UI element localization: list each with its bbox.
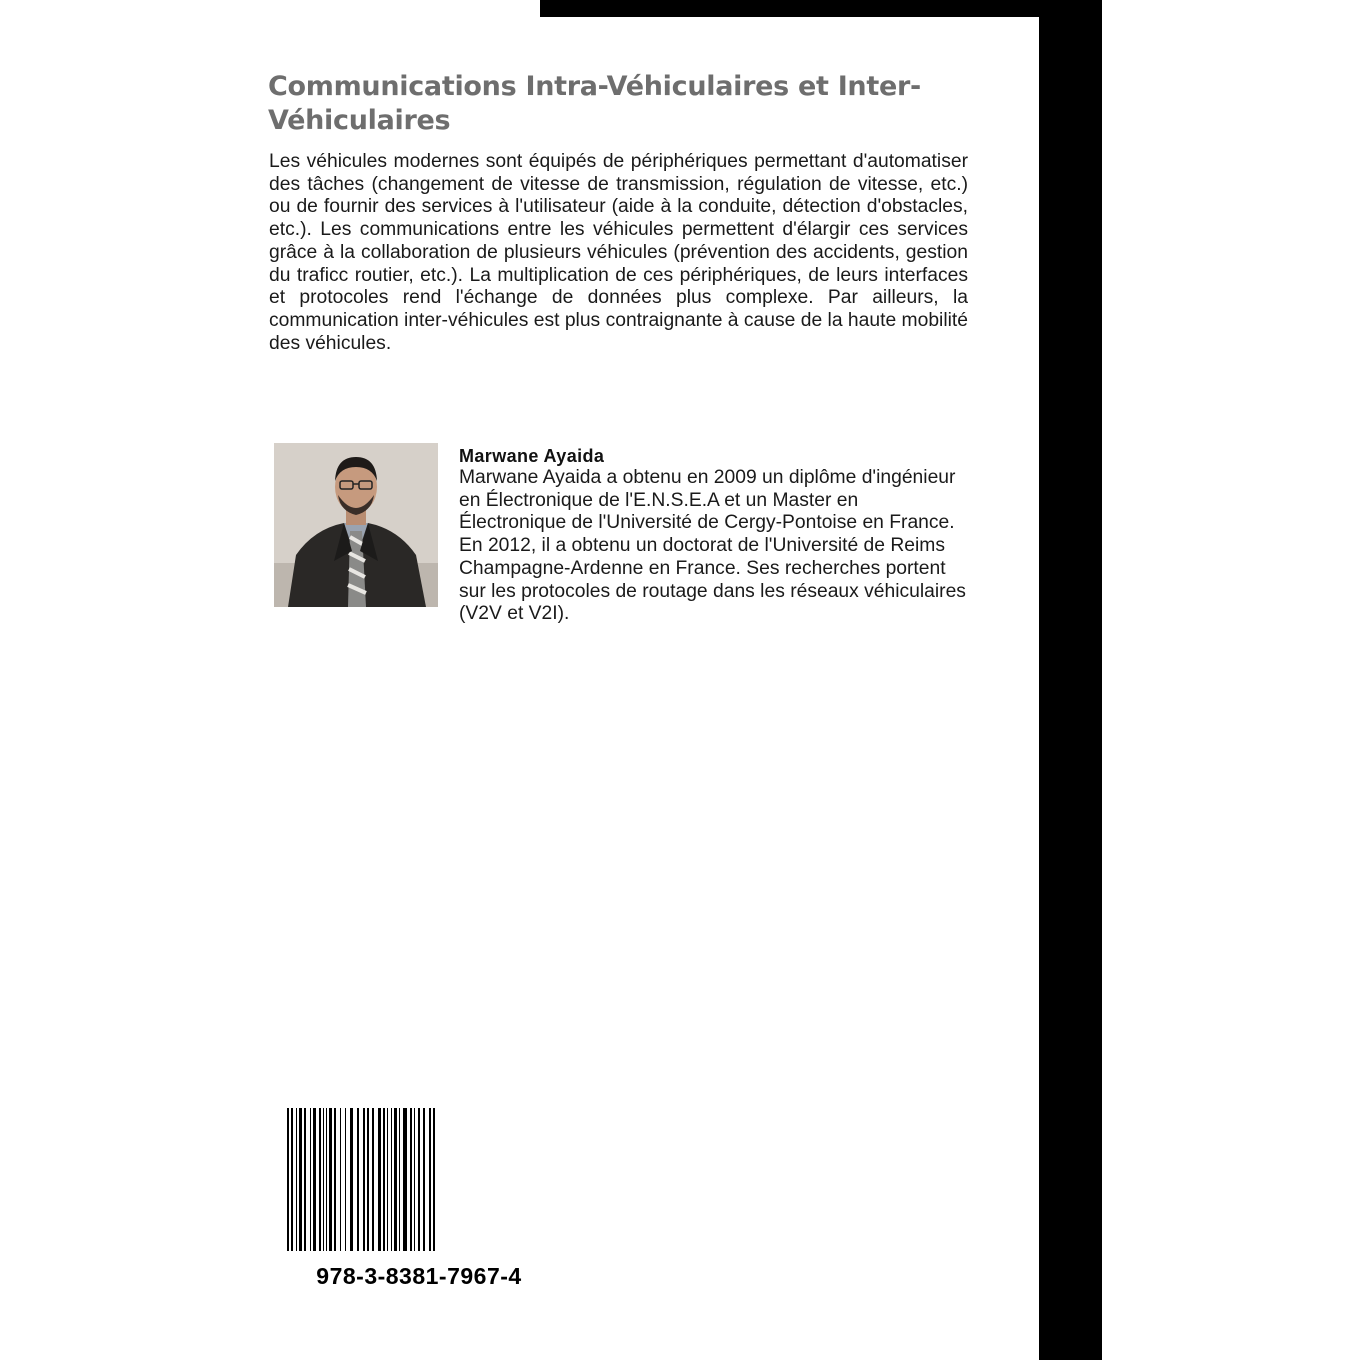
barcode-bar bbox=[319, 1108, 321, 1251]
barcode-bar bbox=[334, 1108, 336, 1251]
book-summary: Les véhicules modernes sont équipés de périphériques permettant d'automatiser des tâches (changement de vitesse de transmission, régulation de vitesse, etc.) ou de fournir des services à l'utilisateur (aide à la conduite, détection d'obstacles, etc.). Les communications entre les véhicules permettent d'élargir ces services grâce à la collaboration de plusieurs véhicules (prévention des accidents, gestion du traficc routier, etc.). La multiplication de ces périphériques, de leurs interfaces et protocoles rend l'échange de données plus complexe. Par ailleurs, la communication inter-véhicules est plus contraignante à cause de la haute mobilité des véhicules. bbox=[269, 151, 968, 354]
barcode-bar bbox=[372, 1108, 374, 1251]
spine-edge-bar bbox=[1039, 0, 1102, 1360]
barcode-bar bbox=[423, 1108, 425, 1251]
barcode-bar bbox=[291, 1108, 293, 1251]
barcode-bar bbox=[410, 1108, 412, 1251]
barcode-bar bbox=[383, 1108, 385, 1251]
barcode-bar bbox=[299, 1108, 302, 1251]
barcode-bar bbox=[394, 1108, 397, 1251]
barcode-bar bbox=[310, 1108, 311, 1251]
isbn-number: 978-3-8381-7967-4 bbox=[316, 1263, 522, 1289]
barcode-bar bbox=[387, 1108, 388, 1251]
barcode-bar bbox=[326, 1108, 327, 1251]
barcode-bar bbox=[378, 1108, 381, 1251]
barcode-bar bbox=[329, 1108, 332, 1251]
barcode-bar bbox=[313, 1108, 316, 1251]
barcode-bar bbox=[304, 1108, 306, 1251]
book-title: Communications Intra-Véhiculaires et Inter-Véhiculaires bbox=[268, 71, 921, 136]
barcode-bar bbox=[399, 1108, 400, 1251]
barcode-bar bbox=[391, 1108, 392, 1251]
barcode-bar bbox=[340, 1108, 341, 1251]
barcode-bar bbox=[345, 1108, 346, 1251]
author-name: Marwane Ayaida bbox=[459, 446, 605, 466]
barcode-bar bbox=[433, 1108, 435, 1251]
barcode-bar bbox=[350, 1108, 353, 1251]
author-photo bbox=[274, 443, 438, 607]
barcode-bar bbox=[429, 1108, 431, 1251]
author-portrait-image bbox=[274, 443, 438, 607]
barcode-bar bbox=[403, 1108, 407, 1251]
author-biography: Marwane Ayaida a obtenu en 2009 un diplôme d'ingénieur en Électronique de l'E.N.S.E.A et un Master en Électronique de l'Université de Cergy-Pontoise en France. En 2012, il a obtenu un doctorat de l'Université de Reims Champagne-Ardenne en France. Ses recherches portent sur les protocoles de routage dans les réseaux véhiculaires (V2V et V2I). bbox=[459, 467, 966, 625]
barcode-bar bbox=[367, 1108, 369, 1251]
barcode-bar bbox=[357, 1108, 359, 1251]
barcode-bar bbox=[323, 1108, 324, 1251]
barcode-bar bbox=[418, 1108, 420, 1251]
barcode-bar bbox=[414, 1108, 415, 1251]
top-edge-bar bbox=[540, 0, 1102, 17]
barcode-bar bbox=[363, 1108, 365, 1251]
barcode-bar bbox=[296, 1108, 297, 1251]
barcode-bar bbox=[287, 1108, 289, 1251]
isbn-barcode bbox=[285, 1108, 553, 1251]
